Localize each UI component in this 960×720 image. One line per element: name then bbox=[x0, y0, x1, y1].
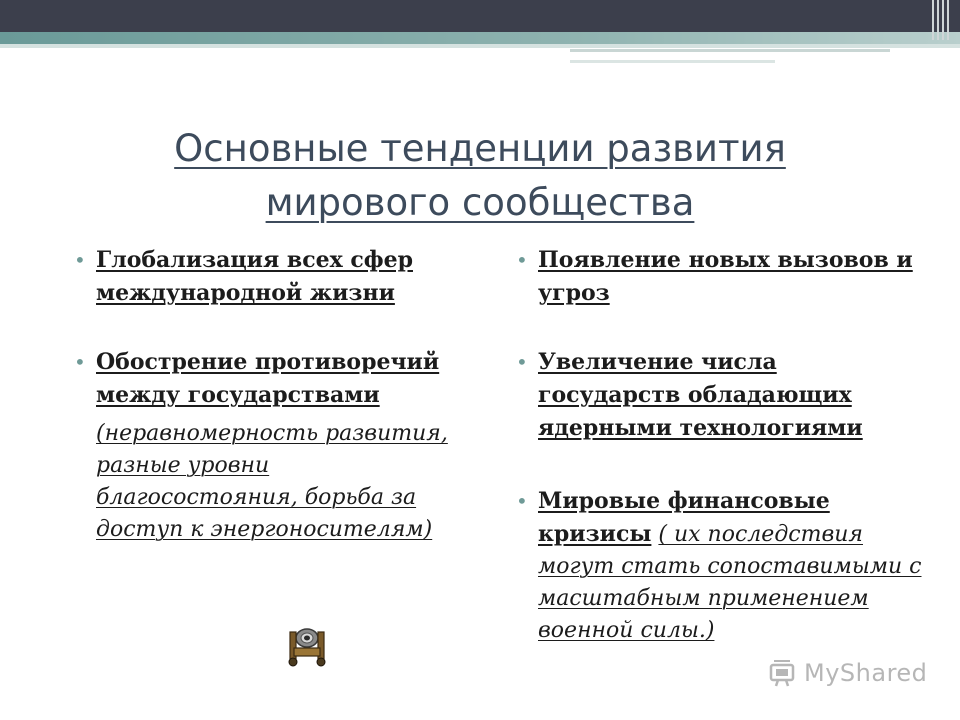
cannon-icon bbox=[284, 622, 330, 668]
myshared-watermark bbox=[768, 656, 927, 690]
bullet-icon: • bbox=[74, 350, 86, 374]
stripe bbox=[947, 0, 949, 40]
myshared-logo-icon bbox=[768, 658, 798, 688]
list-item bbox=[512, 346, 922, 445]
list-item-text: Обострение противоречий между государствами bbox=[96, 349, 440, 408]
right-column bbox=[512, 244, 922, 647]
list-item-bold-text: Мировые финансовые кризисы bbox=[538, 488, 830, 547]
list-item bbox=[512, 485, 922, 647]
list-item bbox=[512, 244, 922, 310]
list-item bbox=[70, 346, 470, 412]
slide-title-line-2: мирового сообщества bbox=[265, 181, 695, 224]
sub-note bbox=[70, 418, 470, 546]
list-item-italic-text: ( их последствия могут стать сопоставимыми с масштабным применением военной силы.) bbox=[538, 522, 922, 643]
bullet-icon: • bbox=[516, 489, 528, 513]
list-item-text: Появление новых вызовов и угроз bbox=[538, 247, 913, 306]
watermark-text: MyShared bbox=[804, 659, 928, 687]
list-item-text: Увеличение числа государств обладающих ядерными технологиями bbox=[538, 349, 863, 441]
bullet-icon: • bbox=[516, 350, 528, 374]
stripe bbox=[937, 0, 939, 40]
bullet-icon: • bbox=[74, 248, 86, 272]
top-decorative-band bbox=[0, 0, 960, 32]
bullet-icon: • bbox=[516, 248, 528, 272]
accent-line bbox=[570, 60, 775, 63]
list-item bbox=[70, 244, 470, 310]
sub-note-text: (неравномерность развития, разные уровни благосостояния, борьба за доступ к энергоносителям) bbox=[96, 421, 448, 542]
top-light-band bbox=[0, 44, 960, 48]
left-column bbox=[70, 244, 470, 546]
list-item-text: Глобализация всех сфер международной жизни bbox=[96, 247, 413, 306]
stripe bbox=[932, 0, 934, 40]
top-teal-band bbox=[0, 32, 960, 44]
slide-title-line-1: Основные тенденции развития bbox=[174, 127, 786, 170]
accent-line bbox=[570, 49, 890, 52]
corner-stripes bbox=[932, 0, 952, 40]
slide-title bbox=[60, 122, 900, 230]
stripe bbox=[942, 0, 944, 40]
